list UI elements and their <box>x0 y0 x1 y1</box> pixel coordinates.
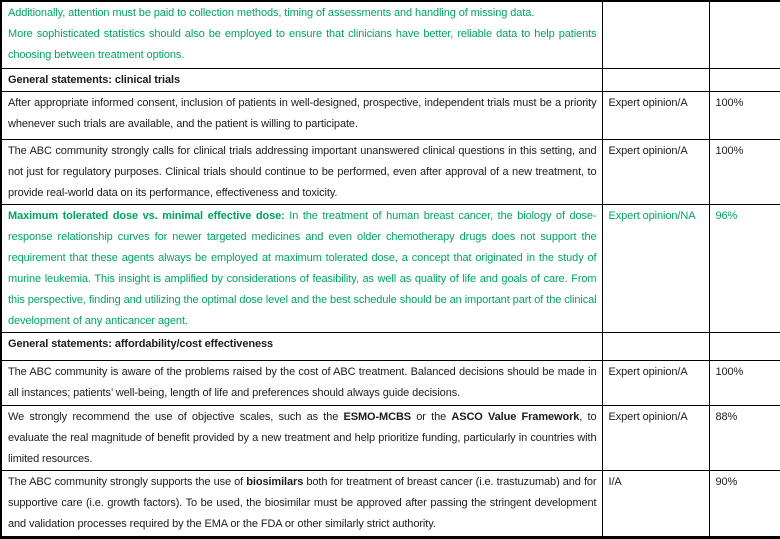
bold-term: biosimilars <box>246 475 304 488</box>
statement-text <box>8 206 597 332</box>
statement-cell <box>1 139 602 204</box>
evidence-cell <box>602 68 709 91</box>
statement-segment: or the <box>411 410 452 423</box>
consensus-cell: 100% <box>709 139 780 204</box>
consensus-cell: 88% <box>709 405 780 470</box>
statement-text <box>8 472 597 535</box>
statement-cell <box>1 204 602 332</box>
section-row <box>1 68 780 91</box>
statement-cell <box>1 360 602 405</box>
statement-cell <box>1 91 602 139</box>
bold-term: ASCO Value Framework <box>451 410 580 423</box>
section-title: General statements: affordability/cost effectiveness <box>1 332 602 360</box>
table-row <box>1 360 780 405</box>
statement-text <box>8 407 597 470</box>
statement-segment: , to evaluate the real magnitude of benefit provided by a new treatment and help prioritize funding, particularly in countries with limited resources. <box>8 410 597 465</box>
statement-text: The ABC community is aware of the problems raised by the cost of ABC treatment. Balanced decisions should be made in all instances; patients’ well-being, length of life and preferences should always guide decisions. <box>8 365 597 399</box>
consensus-cell: 90% <box>709 470 780 537</box>
evidence-cell <box>602 1 709 68</box>
consensus-cell: 100% <box>709 360 780 405</box>
consensus-cell <box>709 332 780 360</box>
evidence-cell: Expert opinion/A <box>602 405 709 470</box>
statement-segment: We strongly recommend the use of objective scales, such as the <box>8 410 344 423</box>
consensus-cell <box>709 68 780 91</box>
consensus-cell: 100% <box>709 91 780 139</box>
evidence-cell: Expert opinion/A <box>602 360 709 405</box>
bold-term: ESMO-MCBS <box>343 410 412 423</box>
table-row <box>1 470 780 537</box>
statement-text: After appropriate informed consent, inclusion of patients in well-designed, prospective, independent trials must be a priority whenever such trials are available, and the patient is willing to participate. <box>8 96 597 130</box>
statement-cell <box>1 405 602 470</box>
statement-text: The ABC community strongly calls for clinical trials addressing important unanswered clinical questions in this setting, and not just for regulatory purposes. Clinical trials should continue to be performed, even after approval of a new treatment, to provide real-world data on its performance, effectiveness and toxicity. <box>8 144 597 199</box>
statement-rest: In the treatment of human breast cancer, the biology of dose-response relationship curves for newer targeted medicines and even older chemotherapy drugs does not support the requirement that these agents always be employed at maximum tolerated dose, a concept that originated in the study of murine leukemia. This insight is amplified by considerations of feasibility, as well as quality of life and goals of care. From this perspective, finding and utilizing the optimal dose level and the best schedule should be an important part of the clinical development of any anticancer agent. <box>8 209 597 327</box>
section-row <box>1 332 780 360</box>
evidence-cell <box>602 332 709 360</box>
table-row <box>1 139 780 204</box>
consensus-cell: 96% <box>709 204 780 332</box>
statement-lead-bold: Maximum tolerated dose vs. minimal effective dose: <box>8 209 285 222</box>
statement-segment: The ABC community strongly supports the use of <box>8 475 247 488</box>
table-row <box>1 204 780 332</box>
evidence-cell: Expert opinion/A <box>602 139 709 204</box>
statement-text: More sophisticated statistics should also be employed to ensure that clinicians have better, reliable data to help patients choosing between treatment options. <box>8 28 597 61</box>
table-row <box>1 1 780 68</box>
statement-cell <box>1 1 602 68</box>
evidence-cell: I/A <box>602 470 709 537</box>
statement-cell <box>1 470 602 537</box>
evidence-cell: Expert opinion/NA <box>602 204 709 332</box>
consensus-cell <box>709 1 780 68</box>
table-row <box>1 91 780 139</box>
statement-segment: both for treatment of breast cancer (i.e. trastuzumab) and for supportive care (i.e. growth factors). To be used, the biosimilar must be approved after passing the stringent development and validation processes required by the EMA or the FDA or other similarly strict authority. <box>8 475 597 530</box>
section-title: General statements: clinical trials <box>1 68 602 91</box>
statement-text: Additionally, attention must be paid to collection methods, timing of assessments and handling of missing data. <box>8 7 535 19</box>
table-row <box>1 405 780 470</box>
evidence-cell: Expert opinion/A <box>602 91 709 139</box>
